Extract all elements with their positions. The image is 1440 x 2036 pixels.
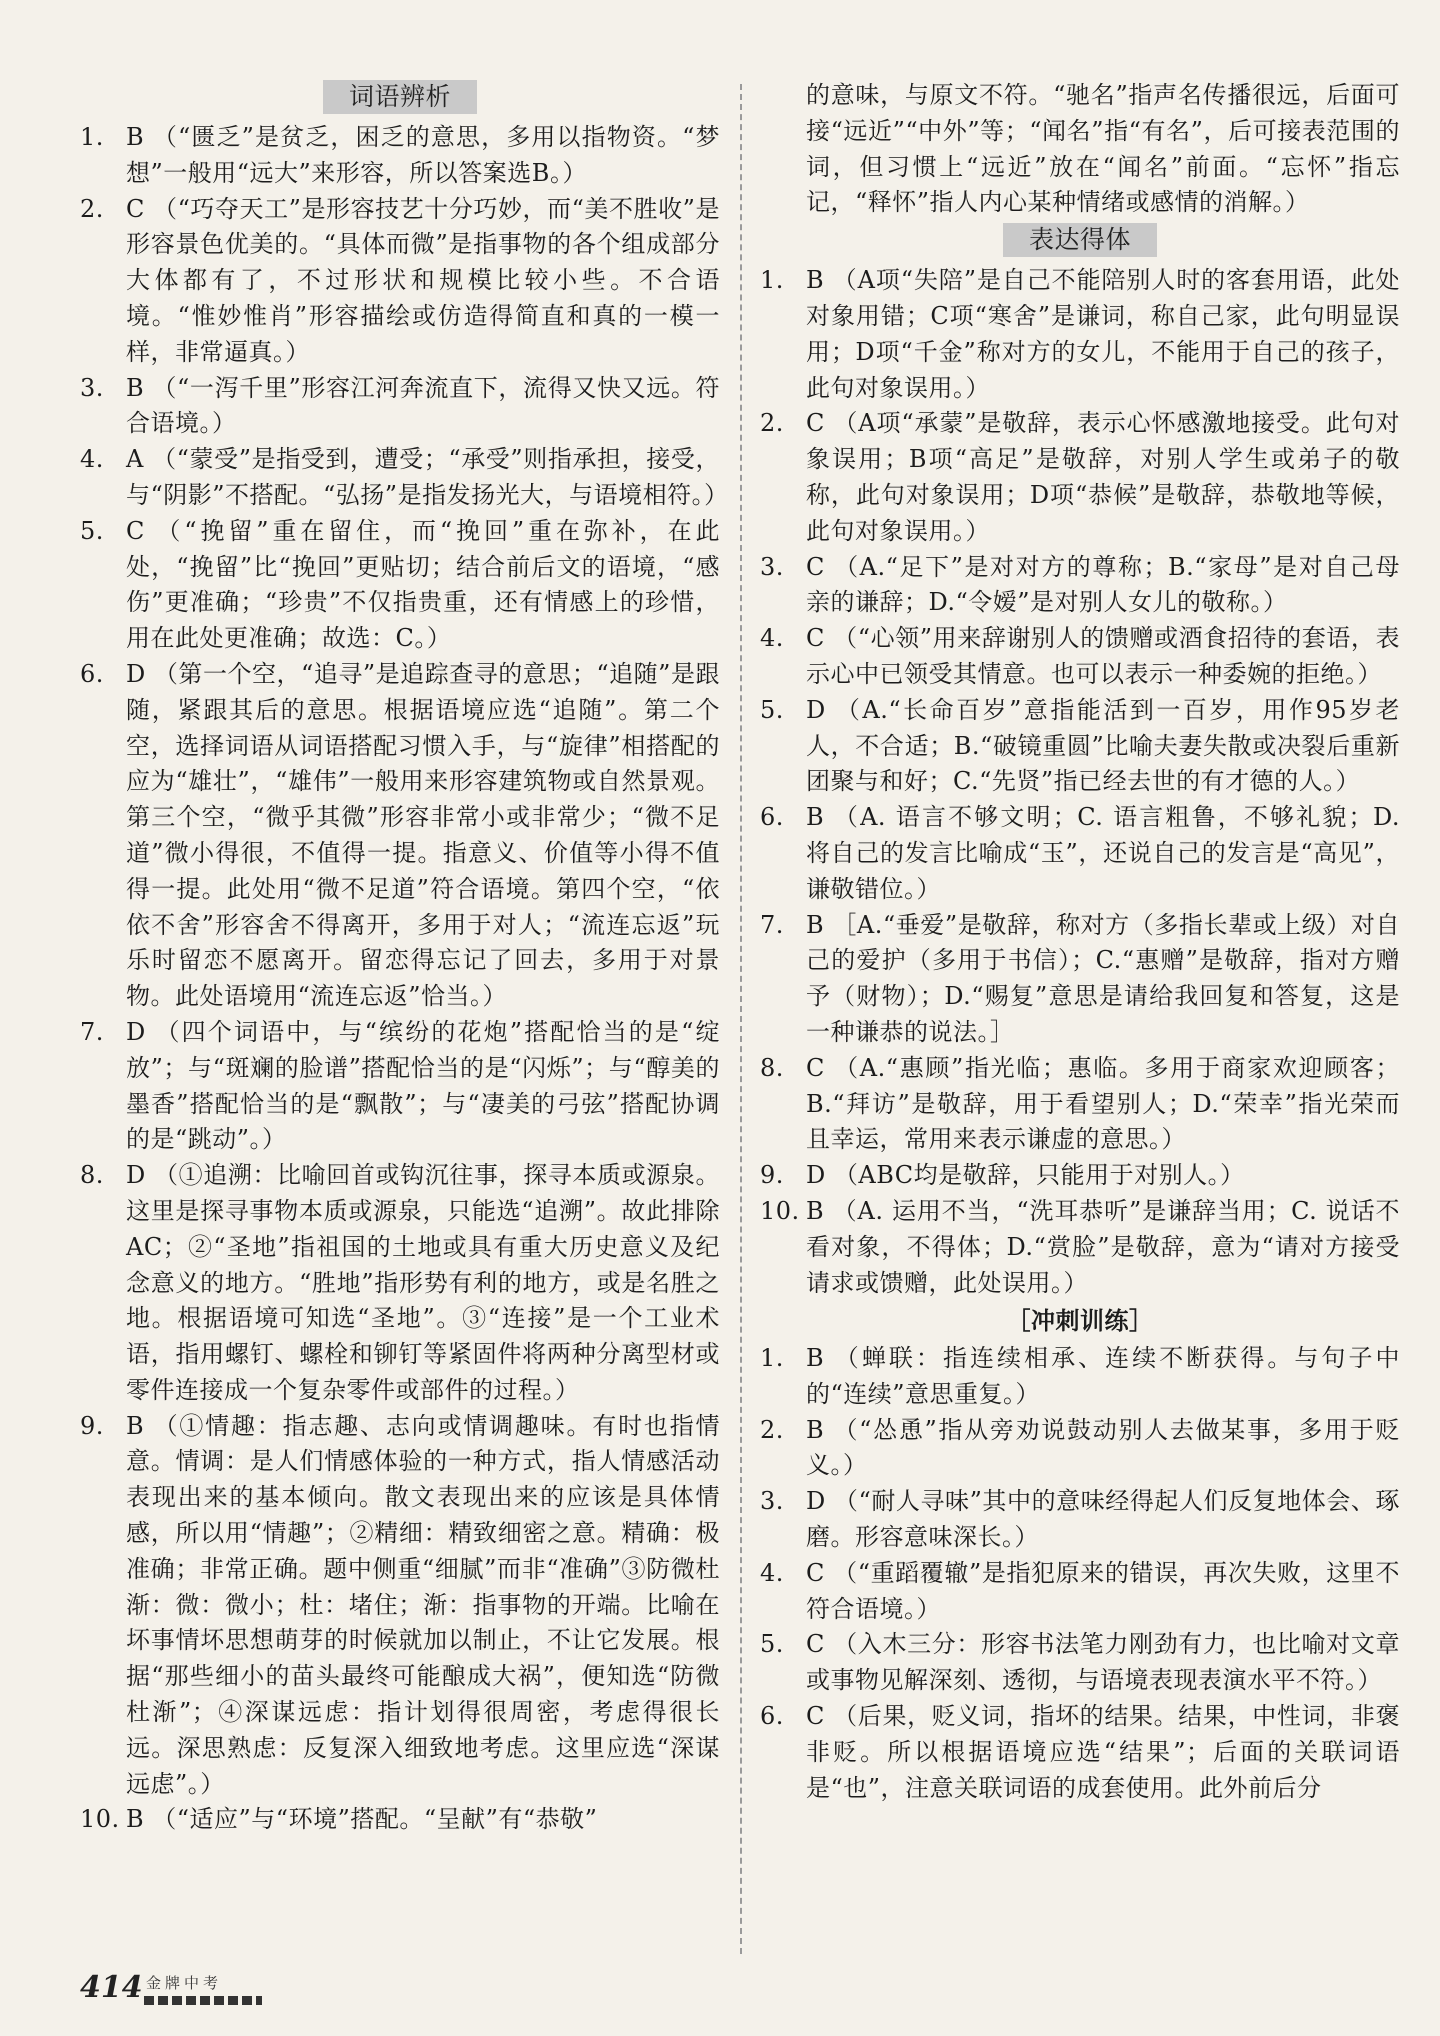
answer-text: D （第一个空，“追寻”是追踪查寻的意思；“追随”是跟随，紧跟其后的意思。根据语境应选“追随”。第二个空，选择词语从词语搭配习惯入手，与“旋律”相搭配的应为“雄壮”，“雄伟”一般用来形容建筑物或自然景观。第三个空，“微乎其微”形容非常小或非常少；“微不足道”微小得很，不值得一提。指意义、价值等小得不值得一提。此处用“微不足道”符合语境。第四个空，“依依不舍”形容舍不得离开，多用于对人；“流连忘返”玩乐时留恋不愿离开。留恋得忘记了回去，多用于对景物。此处语境用“流连忘返”恰当。） [126,659,720,1011]
answer-item [760,908,1400,1051]
answer-item [760,1194,1400,1301]
answer-item [760,693,1400,800]
answer-number: 3. [760,1487,784,1516]
answer-number: 6. [760,803,784,832]
answer-text: B ［A.“垂爱”是敬辞，称对方（多指长辈或上级）对自己的爱护（多用于书信）；C.“惠赠”是敬辞，指对方赠予（财物）；D.“赐复”意思是请给我回复和答复，这是一种谦恭的说法。］ [806,910,1400,1046]
answer-text: B （“适应”与“环境”搭配。“呈献”有“恭敬” [126,1805,598,1834]
answer-number: 6. [760,1702,784,1731]
answer-number: 3. [760,552,784,581]
answer-item [760,263,1400,406]
answer-item [760,1341,1400,1413]
answer-text: C （A.“惠顾”指光临；惠临。多用于商家欢迎顾客；B.“拜访”是敬辞，用于看望别人；D.“荣幸”指光荣而且幸运，常用来表示谦虚的意思。） [806,1053,1400,1154]
answer-number: 8. [80,1161,104,1190]
answer-item [760,800,1400,907]
answer-text: D （①追溯：比喻回首或钩沉往事，探寻本质或源泉。这里是探寻事物本质或源泉，只能选“追溯”。故此排除AC；②“圣地”指祖国的土地或具有重大历史意义及纪念意义的地方。“胜地”指形势有利的地方，或是名胜之地。根据语境可知选“圣地”。③“连接”是一个工业术语，指用螺钉、螺栓和铆钉等紧固件将两种分离型材或零件连接成一个复杂零件或部件的过程。） [126,1161,720,1404]
answer-text: A （“蒙受”是指受到，遭受；“承受”则指承担，接受，与“阴影”不搭配。“弘扬”是指发扬光大，与语境相符。） [126,445,729,509]
answer-number: 10. [760,1196,800,1225]
carryover-text: 的意味，与原文不符。“驰名”指声名传播很远，后面可接“远近”“中外”等；“闻名”指“有名”，后可接表范围的词，但习惯上“远近”放在“闻名”前面。“忘怀”指忘记，“释怀”指人内心某种情绪或感情的消解。） [806,81,1400,217]
answer-number: 4. [80,445,104,474]
left-column [80,78,729,1838]
answer-number: 5. [760,695,784,724]
answer-number: 7. [80,1017,104,1046]
answer-item [80,192,720,371]
answer-text: C （“心领”用来辞谢别人的馈赠或酒食招待的套语，表示心中已领受其情意。也可以表示一种委婉的拒绝。） [806,624,1400,688]
section-heading-word-analysis: 词语辨析 [80,80,720,116]
answer-item [760,1699,1400,1806]
column-divider [740,84,742,1954]
answer-text: D （ABC均是敬辞，只能用于对别人。） [806,1161,1245,1190]
answer-text: B （“怂恿”指从旁劝说鼓动别人去做某事，多用于贬义。） [806,1415,1400,1480]
answer-number: 3. [80,373,104,402]
answer-text: D （四个词语中，与“缤纷的花炮”搭配恰当的是“绽放”；与“斑斓的脸谱”搭配恰当的是“闪烁”；与“醇美的墨香”搭配恰当的是“飘散”；与“凄美的弓弦”搭配协调的是“跳动”。） [126,1017,720,1154]
answer-item [80,657,720,1015]
answer-text: B （A项“失陪”是自己不能陪别人时的客套用语，此处对象用错；C项“寒舍”是谦词，称自己家，此句明显误用；D项“千金”称对方的女儿，不能用于自己的孩子，此句对象误用。） [806,266,1400,402]
answer-item [760,406,1400,549]
section-heading-appropriate-expression: 表达得体 [760,223,1400,259]
answer-item [760,550,1400,622]
answer-text: C （“巧夺天工”是形容技艺十分巧妙，而“美不胜收”是形容景色优美的。“具体而微”是指事物的各个组成部分大体都有了，不过形状和规模比较小些。不合语境。“惟妙惟肖”形容描绘或仿造得简直和真的一模一样，非常逼真。） [126,194,720,366]
answer-number: 4. [760,1558,784,1587]
answer-item [760,1627,1400,1699]
answer-item [80,442,729,514]
answer-number: 5. [80,516,104,545]
left-answer-list [80,120,729,1838]
answer-item [760,1051,1400,1158]
answer-number: 8. [760,1053,784,1082]
answer-text: B （①情趣：指志趣、志向或情调趣味。有时也指情意。情调：是人们情感体验的一种方式，指人情感活动表现出来的基本倾向。散文表现出来的应该是具体情感，所以用“情趣”；②精细：精致细密之意。精确：极准确；非常正确。题中侧重“细腻”而非“准确”③防微杜渐：微：微小；杜：堵住；渐：指事物的开端。比喻在坏事情坏思想萌芽的时候就加以制止，不让它发展。根据“那些细小的苗头最终可能酿成大祸”，便知选“防微杜渐”；④深谋远虑：指计划得很周密，考虑得很长远。深思熟虑：反复深入细致地考虑。这里应选“深谋远虑”。） [126,1411,720,1798]
answer-text: D （“耐人寻味”其中的意味经得起人们反复地体会、琢磨。形容意味深长。） [806,1487,1400,1552]
answer-item [80,1409,720,1803]
answer-item [80,514,720,657]
answer-number: 4. [760,624,784,653]
page-number: 414 [80,1970,143,2005]
answer-number: 1. [760,266,784,295]
answer-item [80,1015,720,1158]
page-footer [80,1968,280,2012]
answer-text: D （A.“长命百岁”意指能活到一百岁，用作95岁老人，不合适；B.“破镜重圆”比喻夫妻失散或决裂后重新团聚与和好；C.“先贤”指已经去世的有才德的人。） [806,695,1400,796]
right-answer-list [760,263,1400,1301]
answer-number: 2. [760,1415,784,1444]
answer-item [80,1158,720,1409]
answer-number: 10. [80,1805,120,1834]
answer-text: C （A项“承蒙”是敬辞，表示心怀感激地接受。此句对象误用；B项“高足”是敬辞，对别人学生或弟子的敬称，此句对象误用；D项“恭候”是敬辞，恭敬地等候，此句对象误用。） [806,409,1400,545]
answer-text: B （A. 语言不够文明；C. 语言粗鲁，不够礼貌；D. 将自己的发言比喻成“玉”，还说自己的发言是“高见”，谦敬错位。） [806,803,1400,903]
answer-text: B （“一泻千里”形容江河奔流直下，流得又快又远。符合语境。） [126,373,720,438]
answer-text: C （A.“足下”是对对方的尊称；B.“家母”是对自己母亲的谦辞；D.“令嫒”是对别人女儿的敬称。） [806,552,1400,617]
answer-number: 2. [760,409,784,438]
answer-text: C （“挽留”重在留住，而“挽回”重在弥补，在此处，“挽留”比“挽回”更贴切；结合前后文的语境，“感伤”更准确；“珍贵”不仅指贵重，还有情感上的珍惜，用在此处更准确；故选：C。） [126,516,720,653]
answer-number: 9. [760,1161,784,1190]
answer-number: 9. [80,1411,104,1440]
answer-item [760,1158,1400,1194]
answer-text: B （蝉联：指连续相承、连续不断获得。与句子中的“连续”意思重复。） [806,1344,1400,1408]
answer-number: 1. [80,123,104,151]
answer-number: 6. [80,659,104,688]
right-column [760,78,1400,1806]
answer-item [80,371,720,443]
brand-label: 金牌中考 [146,1974,223,1992]
answer-text: C （入木三分：形容书法笔力刚劲有力，也比喻对文章或事物见解深刻、透彻，与语境表现表演水平不符。） [806,1630,1400,1695]
answer-item [760,1413,1400,1485]
answer-number: 2. [80,194,104,223]
subheading-sprint-training: ［冲刺训练］ [1006,1306,1154,1336]
answer-item [80,120,720,192]
footer-stripe [144,1996,262,2005]
answer-text: B （A. 运用不当，“洗耳恭听”是谦辞当用；C. 说话不看对象，不得体；D.“赏脸”是敬辞，意为“请对方接受请求或馈赠，此处误用。） [806,1196,1400,1297]
answer-item [760,1556,1400,1628]
answer-number: 1. [760,1344,784,1373]
answer-text: B （“匮乏”是贫乏，困乏的意思，多用以指物资。“梦想”一般用“远大”来形容，所以答案选B。） [126,123,720,187]
answer-number: 7. [760,910,784,939]
answer-number: 5. [760,1630,784,1659]
sprint-answer-list [760,1341,1400,1806]
answer-text: C （“重蹈覆辙”是指犯原来的错误，再次失败，这里不符合语境。） [806,1558,1400,1623]
answer-item [80,1802,720,1838]
answer-item [760,621,1400,693]
answer-text: C （后果，贬义词，指坏的结果。结果，中性词，非褒非贬。所以根据语境应选“结果”；后面的关联词语是“也”，注意关联词语的成套使用。此外前后分 [806,1702,1400,1802]
answer-item [760,1484,1400,1556]
